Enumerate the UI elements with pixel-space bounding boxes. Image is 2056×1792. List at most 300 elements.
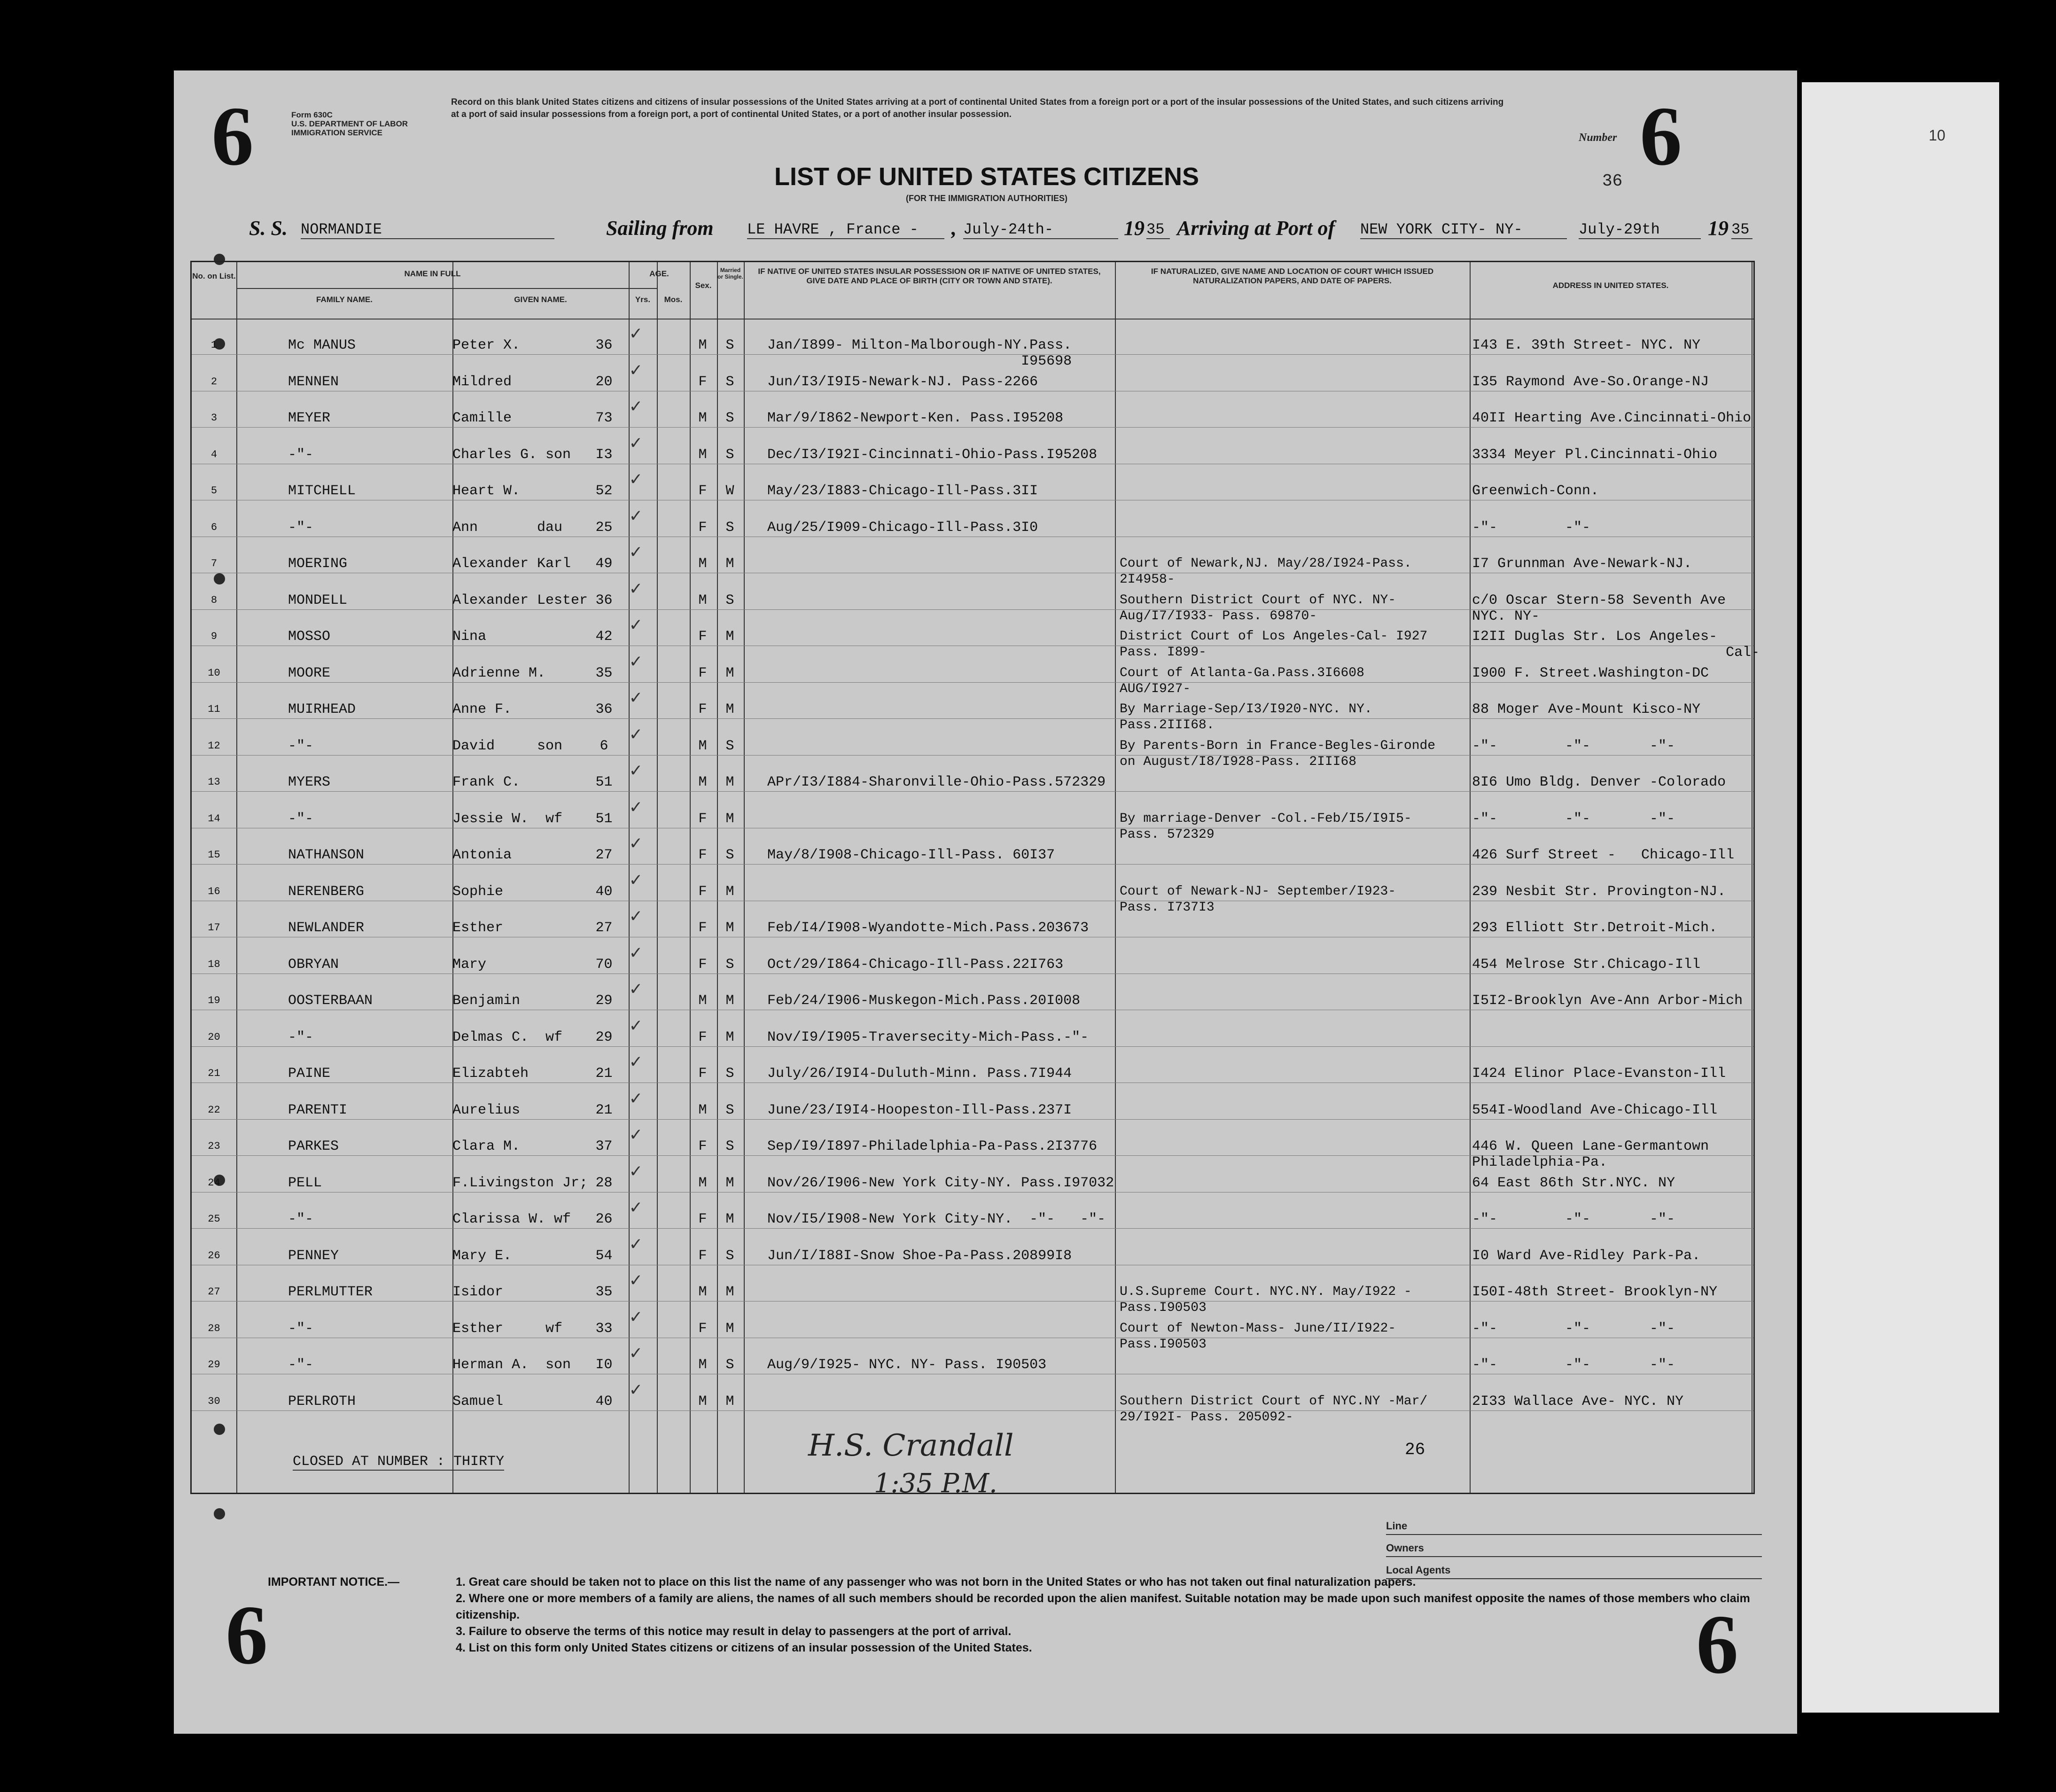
sheet-number: 36 [1602, 171, 1623, 191]
age-years: 54 [595, 1247, 613, 1264]
inspector-signature: H.S. Crandall [808, 1428, 1014, 1463]
us-address: 2I33 Wallace Ave- NYC. NY [1472, 1393, 1684, 1410]
us-address: 239 Nesbit Str. Provington-NJ. [1472, 883, 1726, 900]
family-name: PARKES [288, 1138, 339, 1154]
arrival-port: NEW YORK CITY- NY- [1360, 221, 1567, 239]
row-number: 6 [210, 521, 218, 533]
row-number: 21 [208, 1067, 220, 1079]
marital-status: S [725, 847, 734, 863]
row-number: 28 [208, 1322, 220, 1334]
birth-info: Jan/I899- Milton-Malborough-NY.Pass. I95698 [767, 337, 1072, 369]
sex: F [698, 1138, 707, 1154]
sex: F [698, 629, 707, 645]
family-name: PARENTI [288, 1102, 348, 1118]
ship-name: NORMANDIE [301, 221, 554, 239]
age-years: 51 [595, 810, 613, 827]
marital-status: M [725, 1284, 734, 1300]
sex: F [698, 665, 707, 681]
given-name: Esther wf [452, 1320, 563, 1337]
us-address: 88 Moger Ave-Mount Kisco-NY [1472, 701, 1701, 717]
table-row [192, 319, 1753, 369]
check-mark-icon: ✓ [630, 761, 642, 782]
given-name: Camille [452, 410, 512, 426]
age-years: 28 [595, 1175, 613, 1191]
age-years: 29 [595, 993, 613, 1009]
voyage-line [249, 216, 1750, 244]
given-name: Mary [452, 956, 487, 973]
row-number: 5 [210, 485, 218, 497]
check-mark-icon: ✓ [630, 907, 642, 928]
given-name: Alexander Karl [452, 556, 571, 572]
sex: M [698, 1357, 707, 1373]
arriving-label: Arriving at Port of [1177, 217, 1335, 240]
age-years: 33 [595, 1320, 613, 1337]
check-mark-icon: ✓ [630, 433, 642, 455]
marital-status: S [725, 337, 734, 353]
notice-item: 1. Great care should be taken not to place on this list the name of any passenger who was not born in the United States or who has not taken out final naturalization papers. [456, 1575, 1416, 1589]
row-number: 7 [210, 558, 218, 569]
naturalization-info: Southern District Court of NYC. NY- Aug/I7/I933- Pass. 69870- [1120, 592, 1396, 623]
table-row [192, 1302, 1753, 1352]
table-row [192, 1011, 1753, 1047]
marital-status: M [725, 1175, 734, 1191]
given-name: Frank C. [452, 774, 521, 790]
row-number: 17 [208, 922, 220, 934]
given-name: David son [452, 738, 563, 754]
us-address: c/0 Oscar Stern-58 Seventh Ave NYC. NY- [1472, 592, 1726, 624]
age-years: I3 [595, 446, 613, 463]
row-number: 26 [208, 1249, 220, 1262]
sex: F [698, 956, 707, 973]
us-address: -"- -"- -"- [1472, 1357, 1675, 1373]
check-mark-icon: ✓ [630, 980, 642, 1001]
sex: M [698, 1284, 707, 1300]
naturalization-info: U.S.Supreme Court. NYC.NY. May/I922 - Pass.I90503 [1120, 1285, 1412, 1315]
check-mark-icon: ✓ [630, 652, 642, 673]
table-row [192, 1338, 1753, 1375]
form-info [291, 110, 408, 137]
check-mark-icon: ✓ [630, 324, 642, 345]
birth-info: May/23/I883-Chicago-Ill-Pass.3II [767, 483, 1038, 499]
header-no: No. on List. [192, 272, 236, 280]
age-years: 27 [595, 920, 613, 936]
table-row [192, 865, 1753, 915]
closed-at-number: CLOSED AT NUMBER : THIRTY [293, 1454, 505, 1470]
birth-info: Feb/I4/I908-Wyandotte-Mich.Pass.203673 [767, 920, 1089, 936]
age-years: 36 [595, 701, 613, 717]
agents-block [1386, 1513, 1762, 1579]
given-name: Charles G. son [452, 446, 571, 463]
birth-info: June/23/I9I4-Hoopeston-Ill-Pass.237I [767, 1102, 1072, 1118]
page-title: LIST OF UNITED STATES CITIZENS [774, 163, 1199, 191]
signature-time: 1:35 P.M. [874, 1468, 997, 1499]
table-row [192, 1156, 1753, 1193]
table-row [192, 464, 1753, 501]
row-number: 20 [208, 1031, 220, 1043]
given-name: Alexander Lester [452, 592, 588, 608]
age-years: 27 [595, 847, 613, 863]
naturalization-info: Court of Newark,NJ. May/28/I924-Pass. 2I4958- [1120, 556, 1412, 587]
marital-status: S [725, 956, 734, 973]
marital-status: S [725, 519, 734, 536]
departure-year: 35 [1146, 221, 1170, 239]
birth-info: Oct/29/I864-Chicago-Ill-Pass.22I763 [767, 956, 1064, 973]
birth-info: May/8/I908-Chicago-Ill-Pass. 60I37 [767, 847, 1055, 863]
table-row [192, 355, 1753, 392]
family-name: MOORE [288, 665, 331, 681]
given-name: Elizabteh [452, 1066, 529, 1082]
owners-label: Owners [1386, 1542, 1424, 1554]
row-number: 10 [208, 667, 220, 679]
age-years: 51 [595, 774, 613, 790]
row-number: 27 [208, 1286, 220, 1298]
header-married: Married or Single. [717, 267, 743, 280]
row-number: 13 [208, 776, 220, 788]
us-address: 446 W. Queen Lane-Germantown Philadelphia-Pa. [1472, 1138, 1709, 1170]
page-number-bottom-left: 6 [226, 1588, 268, 1682]
family-name: PELL [288, 1175, 322, 1191]
age-years: 35 [595, 1284, 613, 1300]
sailing-label: Sailing from [606, 217, 714, 240]
marital-status: S [725, 1102, 734, 1118]
table-row [192, 938, 1753, 974]
row-number: 14 [208, 812, 220, 825]
marital-status: M [725, 774, 734, 790]
age-years: 21 [595, 1066, 613, 1082]
notice-item: 3. Failure to observe the terms of this notice may result in delay to passengers at the port of arrival. [456, 1625, 1012, 1638]
table-row [192, 901, 1753, 938]
arrival-year: 35 [1731, 221, 1752, 239]
us-address: I43 E. 39th Street- NYC. NY [1472, 337, 1701, 353]
table-row [192, 501, 1753, 538]
us-address: I0 Ward Ave-Ridley Park-Pa. [1472, 1247, 1701, 1264]
us-address: -"- -"- -"- [1472, 1320, 1675, 1337]
check-mark-icon: ✓ [630, 470, 642, 491]
sex: M [698, 1102, 707, 1118]
check-mark-icon: ✓ [630, 1344, 642, 1365]
us-address: 426 Surf Street - Chicago-Ill [1472, 847, 1735, 863]
number-label: Number [1579, 132, 1617, 144]
us-address: -"- -"- [1472, 519, 1591, 536]
us-address: 554I-Woodland Ave-Chicago-Ill [1472, 1102, 1718, 1118]
row-number: 24 [208, 1176, 220, 1189]
naturalization-info: Court of Newark-NJ- September/I923- Pass. I737I3 [1120, 884, 1396, 915]
sex: M [698, 1393, 707, 1410]
marital-status: S [725, 738, 734, 754]
marital-status: M [725, 665, 734, 681]
punch-hole [214, 1508, 225, 1519]
table-row [192, 1192, 1753, 1229]
row-number: 12 [208, 740, 220, 752]
table-row [192, 1229, 1753, 1266]
family-name: PAINE [288, 1066, 331, 1082]
given-name: Aurelius [452, 1102, 521, 1118]
table-row [192, 756, 1753, 792]
comma: , [951, 217, 957, 240]
marital-status: M [725, 1211, 734, 1227]
header-naturalized: IF NATURALIZED, GIVE NAME AND LOCATION OF COURT WHICH ISSUED NATURALIZATION PAPERS, AND DATE OF PAPERS. [1151, 267, 1434, 285]
service: IMMIGRATION SERVICE [291, 128, 382, 137]
sex: F [698, 883, 707, 900]
table-row [192, 683, 1753, 732]
sex: M [698, 446, 707, 463]
line-label: Line [1386, 1520, 1408, 1532]
family-name: NATHANSON [288, 847, 365, 863]
birth-info: Nov/26/I906-New York City-NY. Pass.I97032 [767, 1175, 1114, 1191]
us-address: I7 Grunnman Ave-Newark-NJ. [1472, 556, 1692, 572]
marital-status: S [725, 374, 734, 390]
naturalization-info: Court of Atlanta-Ga.Pass.3I6608 AUG/I927- [1120, 665, 1364, 696]
row-number: 25 [208, 1213, 220, 1225]
family-name: -"- [288, 810, 314, 827]
notice-item: 2. Where one or more members of a family are aliens, the names of all such members should be recorded upon the alien manifest. Suitable notation may be made upon such manifest opposite the names of those members who claim citizenship. [456, 1592, 1750, 1621]
age-years: 49 [595, 556, 613, 572]
age-years: 29 [595, 1029, 613, 1045]
family-name: -"- [288, 519, 314, 536]
check-mark-icon: ✓ [630, 1089, 642, 1110]
given-name: Anne F. [452, 701, 512, 717]
age-years: 6 [600, 738, 608, 754]
marital-status: S [725, 1247, 734, 1264]
header-birth: IF NATIVE OF UNITED STATES INSULAR POSSESSION OR IF NATIVE OF UNITED STATES, GIVE DATE AND PLACE OF BIRTH (CITY OR TOWN AND STATE). [758, 267, 1101, 285]
sex: F [698, 1247, 707, 1264]
birth-info: Aug/25/I909-Chicago-Ill-Pass.3I0 [767, 519, 1038, 536]
given-name: Samuel [452, 1393, 504, 1410]
us-address: 8I6 Umo Bldg. Denver -Colorado [1472, 774, 1726, 790]
row-number: 1 [210, 339, 218, 351]
table-row [192, 1120, 1753, 1170]
marital-status: S [725, 446, 734, 463]
marital-status: M [725, 883, 734, 900]
family-name: MONDELL [288, 592, 348, 608]
age-years: 73 [595, 410, 613, 426]
age-years: 20 [595, 374, 613, 390]
given-name: Herman A. son [452, 1357, 571, 1373]
check-mark-icon: ✓ [630, 1052, 642, 1074]
family-name: -"- [288, 446, 314, 463]
sex: F [698, 810, 707, 827]
us-address: -"- -"- -"- [1472, 738, 1675, 754]
header-mos: Mos. [664, 295, 683, 304]
row-number: 15 [208, 849, 220, 861]
us-address: Greenwich-Conn. [1472, 483, 1599, 499]
us-address: I50I-48th Street- Brooklyn-NY [1472, 1284, 1718, 1300]
age-years: 35 [595, 665, 613, 681]
row-number: 19 [208, 995, 220, 1006]
arrival-date: July-29th [1579, 221, 1701, 239]
sex: M [698, 1175, 707, 1191]
given-name: Isidor [452, 1284, 504, 1300]
check-mark-icon: ✓ [630, 506, 642, 528]
age-years: 21 [595, 1102, 613, 1118]
header-yrs: Yrs. [635, 295, 651, 304]
table-row [192, 828, 1753, 865]
birth-info: Mar/9/I862-Newport-Ken. Pass.I95208 [767, 410, 1064, 426]
birth-info: Dec/I3/I92I-Cincinnati-Ohio-Pass.I95208 [767, 446, 1098, 463]
given-name: Delmas C. wf [452, 1029, 563, 1045]
family-name: NERENBERG [288, 883, 365, 900]
given-name: Ann dau [452, 519, 563, 536]
check-mark-icon: ✓ [630, 360, 642, 382]
table-row [192, 1375, 1753, 1425]
notice-item: 4. List on this form only United States citizens or citizens of an insular possession of the United States. [456, 1641, 1032, 1654]
row-number: 30 [208, 1395, 220, 1407]
us-address: 40II Hearting Ave.Cincinnati-Ohio [1472, 410, 1752, 426]
sex: M [698, 337, 707, 353]
marital-status: M [725, 993, 734, 1009]
birth-info: Jun/I/I88I-Snow Shoe-Pa-Pass.20899I8 [767, 1247, 1072, 1264]
table-row [192, 537, 1753, 587]
ss-label: S. S. [249, 217, 288, 240]
marital-status: M [725, 556, 734, 572]
birth-info: Feb/24/I906-Muskegon-Mich.Pass.20I008 [767, 993, 1081, 1009]
check-mark-icon: ✓ [630, 1271, 642, 1292]
given-name: Mary E. [452, 1247, 512, 1264]
us-address: 64 East 86th Str.NYC. NY [1472, 1175, 1675, 1191]
sex: F [698, 519, 707, 536]
row-number: 4 [210, 448, 218, 460]
table-row [192, 719, 1753, 769]
row-number: 22 [208, 1104, 220, 1116]
sex: F [698, 1320, 707, 1337]
family-name: -"- [288, 1029, 314, 1045]
check-mark-icon: ✓ [630, 1016, 642, 1037]
given-name: Sophie [452, 883, 504, 900]
row-number: 18 [208, 958, 220, 970]
age-years: 36 [595, 592, 613, 608]
header-address: ADDRESS IN UNITED STATES. [1552, 281, 1669, 290]
row-number: 2 [210, 375, 218, 388]
row-number: 9 [210, 631, 218, 642]
check-mark-icon: ✓ [630, 797, 642, 819]
marital-status: M [725, 1029, 734, 1045]
age-years: 40 [595, 883, 613, 900]
department: U.S. DEPARTMENT OF LABOR [291, 119, 408, 128]
us-address: I2II Duglas Str. Los Angeles- Cal- [1472, 629, 1760, 661]
age-years: I0 [595, 1357, 613, 1373]
marital-status: S [725, 410, 734, 426]
page-number-bottom-right: 6 [1696, 1597, 1738, 1691]
sex: M [698, 592, 707, 608]
marital-status: S [725, 1066, 734, 1082]
notice-heading: IMPORTANT NOTICE.— [268, 1575, 400, 1589]
us-address: I5I2-Brooklyn Ave-Ann Arbor-Mich [1472, 993, 1743, 1009]
family-name: MENNEN [288, 374, 339, 390]
passenger-count: 26 [1405, 1440, 1425, 1459]
check-mark-icon: ✓ [630, 688, 642, 709]
birth-info: Sep/I9/I897-Philadelphia-Pa-Pass.2I3776 [767, 1138, 1098, 1154]
age-years: 52 [595, 483, 613, 499]
naturalization-info: By Marriage-Sep/I3/I920-NYC. NY. Pass.2III68. [1120, 702, 1372, 732]
local-agents-label: Local Agents [1386, 1564, 1451, 1576]
birth-info: July/26/I9I4-Duluth-Minn. Pass.7I944 [767, 1066, 1072, 1082]
age-years: 25 [595, 519, 613, 536]
family-name: -"- [288, 1211, 314, 1227]
strip-mark: 10 [1929, 127, 1946, 144]
departure-port: LE HAVRE , France - [747, 221, 944, 239]
header-age: AGE. [649, 269, 669, 278]
year-prefix-2: 19 [1708, 217, 1729, 240]
passenger-table [190, 261, 1760, 1494]
given-name: F.Livingston Jr; [452, 1175, 588, 1191]
marital-status: M [725, 810, 734, 827]
page-number-top-right: 6 [1640, 89, 1682, 183]
us-address: 3334 Meyer Pl.Cincinnati-Ohio [1472, 446, 1718, 463]
marital-status: M [725, 701, 734, 717]
birth-info: APr/I3/I884-Sharonville-Ohio-Pass.572329 [767, 774, 1106, 790]
check-mark-icon: ✓ [630, 870, 642, 892]
age-years: 70 [595, 956, 613, 973]
sex: M [698, 774, 707, 790]
given-name: Jessie W. wf [452, 810, 563, 827]
age-years: 37 [595, 1138, 613, 1154]
table-row [192, 391, 1753, 428]
marital-status: M [725, 1320, 734, 1337]
age-years: 26 [595, 1211, 613, 1227]
record-note: Record on this blank United States citizens and citizens of insular possessions of the United States arriving at a port of continental United States from a foreign port or a port of the insular possessions of the United States, and such citizens arriving at a port of said insular possessions from a foreign port, a port of continental United States, or a port of another insular possession. [451, 97, 1504, 119]
age-years: 42 [595, 629, 613, 645]
family-name: -"- [288, 1320, 314, 1337]
header-family-name: FAMILY NAME. [316, 295, 373, 304]
given-name: Esther [452, 920, 504, 936]
page-number-top-left: 6 [211, 89, 254, 183]
given-name: Clarissa W. wf [452, 1211, 571, 1227]
age-years: 36 [595, 337, 613, 353]
family-name: -"- [288, 1357, 314, 1373]
given-name: Heart W. [452, 483, 521, 499]
check-mark-icon: ✓ [630, 579, 642, 600]
given-name: Benjamin [452, 993, 521, 1009]
table-row [192, 574, 1753, 624]
row-number: 16 [208, 885, 220, 897]
sex: F [698, 483, 707, 499]
check-mark-icon: ✓ [630, 1125, 642, 1146]
family-name: -"- [288, 738, 314, 754]
header-given-name: GIVEN NAME. [514, 295, 567, 304]
marital-status: M [725, 920, 734, 936]
age-years: 40 [595, 1393, 613, 1410]
naturalization-info: By marriage-Denver -Col.-Feb/I5/I9I5- Pass. 572329 [1120, 811, 1412, 842]
family-name: PENNEY [288, 1247, 339, 1264]
birth-info: Aug/9/I925- NYC. NY- Pass. I90503 [767, 1357, 1047, 1373]
row-number: 3 [210, 412, 218, 424]
table-row [192, 1083, 1753, 1120]
us-address: -"- -"- -"- [1472, 1211, 1675, 1227]
row-number: 8 [210, 594, 218, 606]
check-mark-icon: ✓ [630, 543, 642, 564]
given-name: Nina [452, 629, 487, 645]
family-name: NEWLANDER [288, 920, 365, 936]
table-row [192, 792, 1753, 842]
header-sex: Sex. [695, 281, 712, 290]
table-row [192, 974, 1753, 1011]
marital-status: M [725, 629, 734, 645]
year-prefix-1: 19 [1124, 217, 1145, 240]
family-name: PERLROTH [288, 1393, 356, 1410]
departure-date: July-24th- [963, 221, 1118, 239]
sex: F [698, 1029, 707, 1045]
check-mark-icon: ✓ [630, 1234, 642, 1256]
given-name: Antonia [452, 847, 512, 863]
sex: M [698, 410, 707, 426]
birth-info: Jun/I3/I9I5-Newark-NJ. Pass-2266 [767, 374, 1038, 390]
check-mark-icon: ✓ [630, 1198, 642, 1219]
header-name-in-full: NAME IN FULL [404, 269, 461, 278]
table-row [192, 610, 1760, 661]
us-address: -"- -"- -"- [1472, 810, 1675, 827]
check-mark-icon: ✓ [630, 1161, 642, 1183]
row-number: 11 [208, 703, 220, 715]
